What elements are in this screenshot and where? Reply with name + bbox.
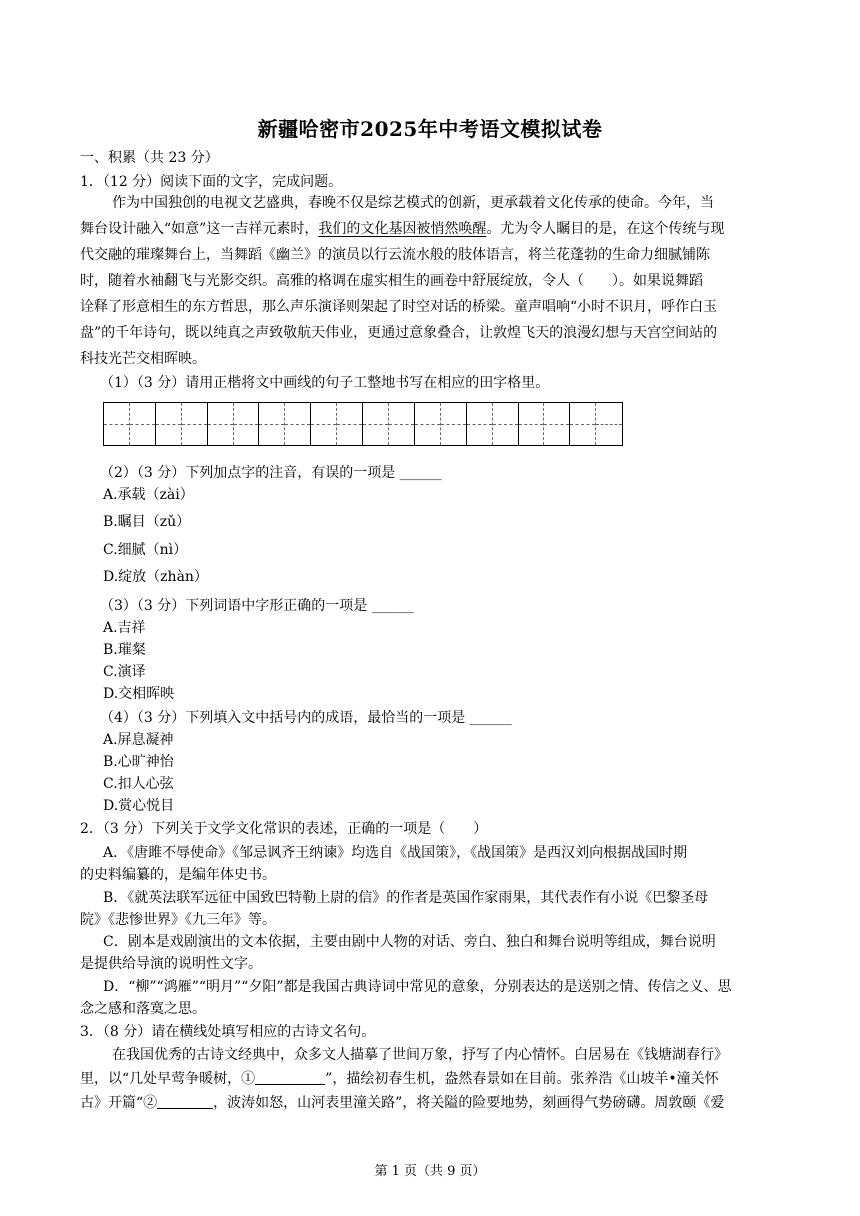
option-d[interactable]: D.绽放（zhàn）	[103, 569, 208, 585]
grid-cell-half	[570, 403, 596, 445]
passage-line: 盘”的千年诗句，既以纯真之声致敬航天伟业，更通过意象叠合，让敦煌飞天的浪漫幻想与天宫空间站的	[80, 325, 718, 341]
option-a[interactable]: A.吉祥	[103, 620, 146, 636]
grid-cell-half	[467, 403, 493, 445]
grid-cell-half	[389, 403, 415, 445]
section-heading: 一、积累（共 23 分）	[80, 150, 219, 166]
option-c[interactable]: C.细腻（nì）	[103, 542, 188, 558]
grid-cell-half	[259, 403, 285, 445]
question-1-stem: 1．（12 分）阅读下面的文字，完成问题。	[80, 174, 343, 190]
passage-text: ，波涛如怒，山河表里潼关路”，将关隘的险要地势，刻画得气势磅礴。周敦颐《爱	[213, 1095, 725, 1111]
page-title: 新疆哈密市2025年中考语文模拟试卷	[257, 117, 603, 141]
option-c[interactable]: C．剧本是戏剧演出的文本依据，主要由剧中人物的对话、旁白、独白和舞台说明等组成，舞台说明	[103, 934, 716, 950]
grid-cell-half	[493, 403, 519, 445]
option-d[interactable]: D．“柳”“鸿雁”“明月”“夕阳”都是我国古典诗词中常见的意象，分别表达的是送别之情、传信之义、思	[103, 979, 732, 995]
sub-question-3: （3）（3 分）下列词语中字形正确的一项是 ______	[100, 598, 414, 614]
option-a[interactable]: A.承载（zài）	[103, 487, 194, 503]
option-a[interactable]: A.屏息凝神	[103, 732, 174, 748]
answer-blank-1[interactable]	[255, 1070, 325, 1085]
grid-cell-half	[519, 403, 545, 445]
passage-line	[80, 219, 724, 239]
grid-cell-half	[104, 403, 130, 445]
question-3-stem: 3．（8 分）请在横线处填写相应的古诗文名句。	[80, 1024, 376, 1040]
grid-cell-half	[544, 403, 570, 445]
grid-cell-half	[182, 403, 208, 445]
grid-cell-half	[156, 403, 182, 445]
passage-line	[80, 1069, 719, 1089]
passage-line: 在我国优秀的古诗文经典中，众多文人描摹了世间万象，抒写了内心情怀。白居易在《钱塘湖春行》	[112, 1047, 728, 1063]
passage-text: 里，以“几处早莺争暖树，①	[80, 1071, 256, 1087]
option-b[interactable]: B.璀粲	[103, 642, 146, 658]
option-d[interactable]: D.赏心悦目	[103, 798, 175, 814]
grid-cell-half	[415, 403, 441, 445]
option-d-cont: 念之感和落寞之思。	[80, 1001, 206, 1017]
passage-line: 作为中国独创的电视文艺盛典，春晚不仅是综艺模式的创新，更承载着文化传承的使命。今年，当	[112, 195, 714, 211]
answer-blank-2[interactable]	[157, 1094, 213, 1109]
sub-question-1: （1）（3 分）请用正楷将文中画线的句子工整地书写在相应的田字格里。	[100, 375, 550, 391]
passage-text: ”，描绘初春生机，盎然春景如在目前。张养浩《山坡羊•潼关怀	[325, 1071, 719, 1087]
grid-cell-half	[234, 403, 260, 445]
page-footer: 第 1 页（共 9 页）	[374, 1164, 486, 1179]
question-2-stem: 2．（3 分）下列关于文学文化常识的表述，正确的一项是（ ）	[80, 821, 488, 837]
option-c[interactable]: C.扣人心弦	[103, 776, 174, 792]
grid-cell-half	[596, 403, 622, 445]
option-a-cont: 的史料编纂的，是编年体史书。	[80, 867, 276, 883]
option-c-cont: 是提供给导演的说明性文字。	[80, 956, 262, 972]
option-b[interactable]: B．《就英法联军远征中国致巴特勒上尉的信》的作者是英国作家雨果，其代表作有小说《巴黎圣母	[103, 890, 709, 906]
tianzige-grid[interactable]	[103, 402, 623, 446]
passage-line: 时，随着水袖翻飞与光影交织。高雅的格调在虚实相生的画卷中舒展绽放，令人（ ）。如果说舞蹈	[80, 273, 703, 289]
grid-cell-half	[208, 403, 234, 445]
option-b-cont: 院》《悲惨世界》《九三年》等。	[80, 912, 276, 928]
passage-text: 古》开篇“②	[80, 1095, 158, 1111]
passage-text: 舞台设计融入“如意”这一吉祥元素时，	[80, 221, 319, 237]
grid-cell-half	[285, 403, 311, 445]
sub-question-4: （4）（3 分）下列填入文中括号内的成语，最恰当的一项是 ______	[100, 710, 512, 726]
grid-cell-half	[130, 403, 156, 445]
option-a[interactable]: A．《唐雎不辱使命》《邹忌讽齐王纳谏》均选自《战国策》，《战国策》是西汉刘向根据战国时期	[103, 845, 688, 861]
option-b[interactable]: B.瞩目（zǔ）	[103, 514, 191, 530]
option-b[interactable]: B.心旷神怡	[103, 754, 174, 770]
option-c[interactable]: C.演译	[103, 664, 146, 680]
passage-line: 代交融的璀璨舞台上，当舞蹈《幽兰》的演员以行云流水般的肢体语言，将兰花蓬勃的生命力细腻铺陈	[80, 247, 710, 263]
sub-question-2: （2）（3 分）下列加点字的注音，有误的一项是 ______	[100, 465, 442, 481]
passage-line: 科技光芒交相晖映。	[80, 351, 206, 367]
underlined-sentence: 我们的文化基因被悄然唤醒	[318, 221, 487, 237]
grid-cell-half	[337, 403, 363, 445]
grid-cell-half	[441, 403, 467, 445]
passage-text: 。尤为令人瞩目的是，在这个传统与现	[486, 221, 725, 237]
grid-cell-half	[311, 403, 337, 445]
passage-line	[80, 1093, 724, 1113]
option-d[interactable]: D.交相晖映	[103, 686, 175, 702]
grid-cell-half	[363, 403, 389, 445]
passage-line: 诠释了形意相生的东方哲思，那么声乐演译则架起了时空对话的桥梁。童声唱响“小时不识月，呼作白玉	[80, 299, 718, 315]
